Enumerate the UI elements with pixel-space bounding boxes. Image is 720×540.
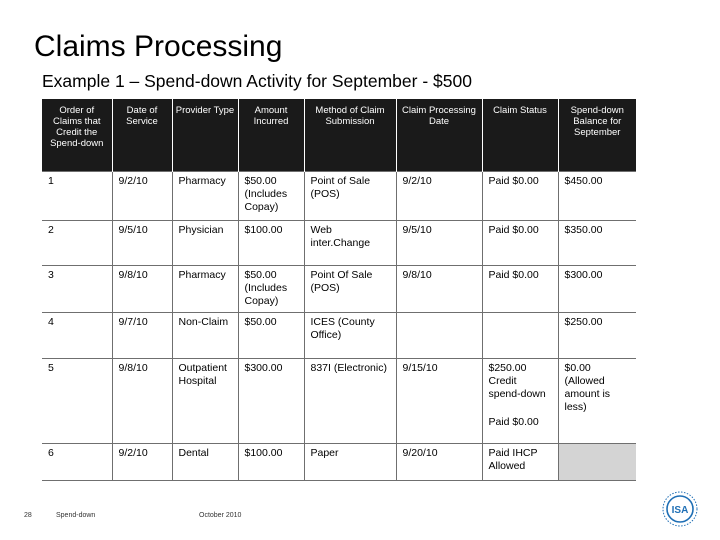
cell-status: Paid $0.00 [482, 265, 558, 312]
table-row [42, 220, 636, 265]
cell-date: 9/2/10 [112, 443, 172, 480]
cell-status: Paid $0.00 [482, 171, 558, 220]
cell-amount: $300.00 [238, 358, 304, 443]
cell-amount: $100.00 [238, 220, 304, 265]
cell-provider: Dental [172, 443, 238, 480]
table-row [42, 171, 636, 220]
cell-order: 3 [42, 265, 112, 312]
cell-order: 2 [42, 220, 112, 265]
cell-amount: $100.00 [238, 443, 304, 480]
page-number: 28 [24, 512, 32, 519]
cell-date: 9/5/10 [112, 220, 172, 265]
cell-processing [396, 312, 482, 358]
cell-balance: $300.00 [558, 265, 636, 312]
cell-status: Paid $0.00 [482, 220, 558, 265]
cell-date: 9/8/10 [112, 358, 172, 443]
header-date: Date of Service [112, 99, 172, 171]
cell-balance: $250.00 [558, 312, 636, 358]
header-balance: Spend-down Balance for September [558, 99, 636, 171]
cell-method: ICES (County Office) [304, 312, 396, 358]
cell-order: 1 [42, 171, 112, 220]
cell-processing: 9/15/10 [396, 358, 482, 443]
cell-processing: 9/8/10 [396, 265, 482, 312]
cell-date: 9/8/10 [112, 265, 172, 312]
cell-amount: $50.00 (Includes Copay) [238, 265, 304, 312]
cell-status: Paid IHCP Allowed [482, 443, 558, 480]
footer-section: Spend-down [56, 512, 96, 519]
cell-order: 6 [42, 443, 112, 480]
cell-provider: Pharmacy [172, 265, 238, 312]
cell-provider: Non-Claim [172, 312, 238, 358]
cell-order: 4 [42, 312, 112, 358]
cell-method: Paper [304, 443, 396, 480]
slide-subtitle: Example 1 – Spend-down Activity for September - $500 [42, 71, 472, 91]
cell-status [482, 358, 558, 443]
cell-amount: $50.00 [238, 312, 304, 358]
cell-date: 9/7/10 [112, 312, 172, 358]
cell-balance: $450.00 [558, 171, 636, 220]
isa-logo-icon [660, 489, 700, 529]
header-order: Order of Claims that Credit the Spend-down [42, 99, 112, 171]
cell-method: Point of Sale (POS) [304, 171, 396, 220]
footer-date: October 2010 [199, 512, 242, 519]
cell-date: 9/2/10 [112, 171, 172, 220]
cell-method: Point Of Sale (POS) [304, 265, 396, 312]
status-paid-text: Paid $0.00 [488, 415, 539, 428]
cell-order: 5 [42, 358, 112, 443]
svg-text:ISA: ISA [671, 505, 689, 516]
cell-processing: 9/2/10 [396, 171, 482, 220]
claims-table [42, 99, 636, 481]
header-processing: Claim Processing Date [396, 99, 482, 171]
header-status: Claim Status [482, 99, 558, 171]
cell-processing: 9/20/10 [396, 443, 482, 480]
cell-method: 837I (Electronic) [304, 358, 396, 443]
table-row [42, 443, 636, 480]
cell-amount: $50.00 (Includes Copay) [238, 171, 304, 220]
table-row [42, 358, 636, 443]
table-header-row [42, 99, 636, 171]
slide-title: Claims Processing [34, 30, 283, 63]
cell-provider: Physician [172, 220, 238, 265]
cell-provider: Outpatient Hospital [172, 358, 238, 443]
cell-processing: 9/5/10 [396, 220, 482, 265]
cell-status [482, 312, 558, 358]
header-provider: Provider Type [172, 99, 238, 171]
header-amount: Amount Incurred [238, 99, 304, 171]
cell-balance: $350.00 [558, 220, 636, 265]
header-method: Method of Claim Submission [304, 99, 396, 171]
cell-balance: $0.00 (Allowed amount is less) [558, 358, 636, 443]
cell-method: Web inter.Change [304, 220, 396, 265]
cell-balance-empty [558, 443, 636, 480]
table-row [42, 265, 636, 312]
cell-provider: Pharmacy [172, 171, 238, 220]
status-credit-text: $250.00 Credit spend-down [488, 361, 546, 400]
table-row [42, 312, 636, 358]
